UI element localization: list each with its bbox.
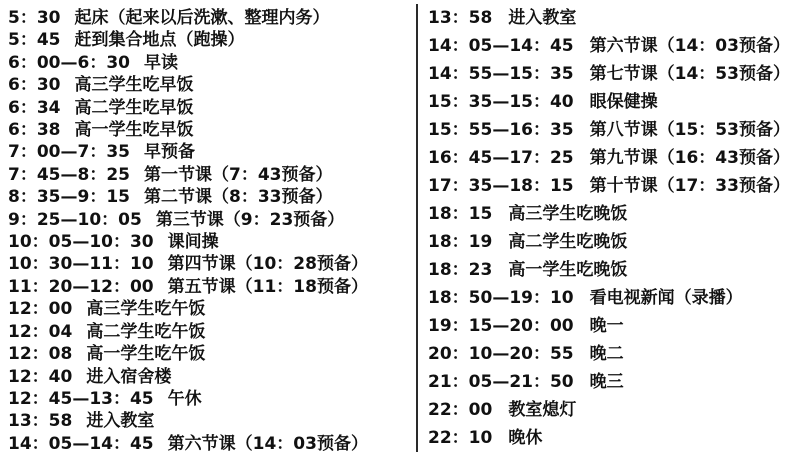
entry-description: 高二学生吃早饭 xyxy=(74,97,194,117)
entry-description: 起床（起来以后洗漱、整理内务） xyxy=(74,8,330,27)
entry-time: 12：04 xyxy=(8,321,73,341)
schedule-entry xyxy=(428,340,803,368)
schedule-entry xyxy=(428,256,803,284)
schedule-column-left xyxy=(0,4,416,452)
entry-description: 第二节课（8：33预备） xyxy=(143,187,333,206)
entry-time: 12：45—13：45 xyxy=(8,388,154,408)
schedule-entry xyxy=(428,60,803,88)
entry-description: 第三节课（9：23预备） xyxy=(155,209,345,229)
entry-description: 第四节课（10：28预备） xyxy=(167,254,368,273)
schedule-entry xyxy=(8,71,416,93)
entry-time: 7：00—7：35 xyxy=(8,142,130,161)
entry-time: 18：23 xyxy=(428,260,493,280)
entry-description: 课间操 xyxy=(167,232,219,251)
entry-description: 第七节课（14：53预备） xyxy=(589,64,790,84)
entry-description: 高一学生吃早饭 xyxy=(74,120,194,139)
entry-time: 14：55—15：35 xyxy=(428,64,574,84)
schedule-entry xyxy=(428,4,803,32)
entry-time: 12：40 xyxy=(8,366,73,385)
entry-description: 进入教室 xyxy=(86,411,155,430)
schedule-entry xyxy=(428,116,803,144)
entry-description: 高二学生吃晚饭 xyxy=(508,232,628,252)
schedule-entry xyxy=(8,363,416,385)
entry-time: 6：00—6：30 xyxy=(8,52,130,72)
entry-time: 14：05—14：45 xyxy=(428,36,574,56)
entry-description: 第六节课（14：03预备） xyxy=(589,36,790,56)
schedule-entry xyxy=(8,295,416,317)
entry-time: 18：50—19：10 xyxy=(428,288,574,308)
schedule-entry xyxy=(428,172,803,200)
schedule-entry xyxy=(8,318,416,340)
entry-description: 教室熄灯 xyxy=(508,400,577,420)
schedule-entry xyxy=(428,284,803,312)
entry-time: 7：45—8：25 xyxy=(8,164,130,184)
entry-description: 高三学生吃晚饭 xyxy=(508,204,628,224)
schedule-entry xyxy=(8,430,416,452)
entry-description: 进入教室 xyxy=(508,8,577,28)
entry-time: 22：00 xyxy=(428,400,493,420)
entry-description: 高一学生吃午饭 xyxy=(86,344,206,363)
entry-time: 15：35—15：40 xyxy=(428,92,574,112)
entry-description: 第九节课（16：43预备） xyxy=(589,148,790,168)
entry-time: 6：30 xyxy=(8,75,61,94)
entry-description: 晚三 xyxy=(589,372,624,392)
entry-time: 6：34 xyxy=(8,97,61,117)
schedule-entry xyxy=(8,273,416,295)
entry-time: 10：30—11：10 xyxy=(8,254,154,273)
schedule-entry xyxy=(428,88,803,116)
schedule-entry xyxy=(428,312,803,340)
schedule-entry xyxy=(8,183,416,205)
entry-description: 赶到集合地点（跑操） xyxy=(74,30,245,49)
entry-description: 第十节课（17：33预备） xyxy=(589,176,790,196)
schedule-entry xyxy=(428,424,803,452)
entry-description: 早读 xyxy=(143,52,178,72)
schedule-entry xyxy=(428,228,803,256)
entry-time: 21：05—21：50 xyxy=(428,372,574,392)
entry-time: 8：35—9：15 xyxy=(8,187,130,206)
schedule-entry xyxy=(8,138,416,160)
entry-time: 13：58 xyxy=(428,8,493,28)
entry-description: 高二学生吃午饭 xyxy=(86,321,206,341)
schedule-entry xyxy=(8,26,416,48)
entry-description: 晚休 xyxy=(508,428,543,448)
schedule-entry xyxy=(428,144,803,172)
entry-description: 高三学生吃午饭 xyxy=(86,299,206,318)
entry-description: 早预备 xyxy=(143,142,195,161)
entry-time: 14：05—14：45 xyxy=(8,433,154,452)
entry-time: 5：45 xyxy=(8,30,61,49)
entry-description: 晚二 xyxy=(589,344,624,364)
entry-description: 高一学生吃晚饭 xyxy=(508,260,628,280)
entry-description: 午休 xyxy=(167,388,202,408)
entry-time: 19：15—20：00 xyxy=(428,316,574,336)
entry-time: 9：25—10：05 xyxy=(8,209,142,229)
entry-time: 6：38 xyxy=(8,120,61,139)
schedule-entry xyxy=(8,161,416,183)
entry-description: 晚一 xyxy=(589,316,624,336)
entry-time: 17：35—18：15 xyxy=(428,176,574,196)
entry-description: 第一节课（7：43预备） xyxy=(143,164,333,184)
schedule-entry xyxy=(8,407,416,429)
entry-time: 11：20—12：00 xyxy=(8,276,154,296)
schedule-column-right xyxy=(416,4,803,452)
schedule-entry xyxy=(8,206,416,228)
schedule-entry xyxy=(8,49,416,71)
schedule-entry xyxy=(8,385,416,407)
schedule-entry xyxy=(8,4,416,26)
entry-time: 12：00 xyxy=(8,299,73,318)
entry-time: 18：15 xyxy=(428,204,493,224)
schedule-entry xyxy=(428,396,803,424)
schedule-entry xyxy=(8,94,416,116)
schedule-entry xyxy=(8,340,416,362)
entry-time: 20：10—20：55 xyxy=(428,344,574,364)
entry-description: 看电视新闻（录播） xyxy=(589,288,743,308)
entry-description: 高三学生吃早饭 xyxy=(74,75,194,94)
entry-description: 第六节课（14：03预备） xyxy=(167,433,368,452)
entry-time: 15：55—16：35 xyxy=(428,120,574,140)
entry-time: 10：05—10：30 xyxy=(8,232,154,251)
schedule-entry xyxy=(8,116,416,138)
entry-description: 第五节课（11：18预备） xyxy=(167,276,368,296)
schedule-entry xyxy=(428,32,803,60)
entry-description: 进入宿舍楼 xyxy=(86,366,172,385)
schedule-entry xyxy=(8,228,416,250)
schedule-entry xyxy=(428,200,803,228)
schedule-entry xyxy=(428,368,803,396)
entry-time: 5：30 xyxy=(8,8,61,27)
entry-time: 13：58 xyxy=(8,411,73,430)
entry-time: 22：10 xyxy=(428,428,493,448)
entry-time: 18：19 xyxy=(428,232,493,252)
entry-description: 第八节课（15：53预备） xyxy=(589,120,790,140)
entry-description: 眼保健操 xyxy=(589,92,658,112)
schedule-entry xyxy=(8,250,416,272)
entry-time: 16：45—17：25 xyxy=(428,148,574,168)
entry-time: 12：08 xyxy=(8,344,73,363)
